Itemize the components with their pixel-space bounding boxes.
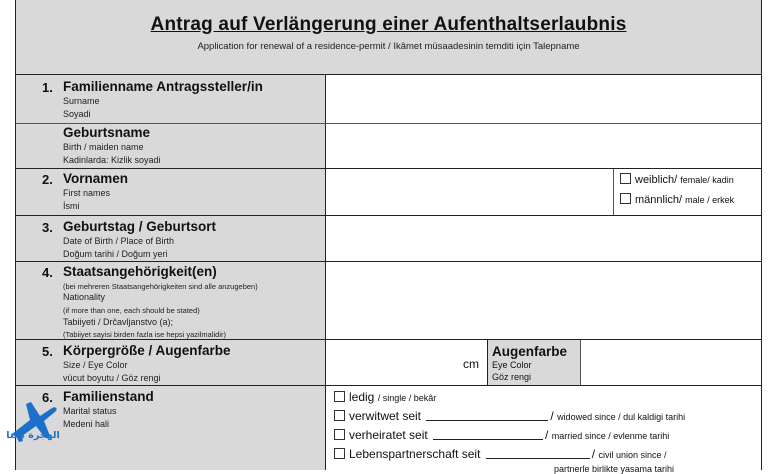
surname-label: Familienname Antragssteller/in [63, 79, 263, 94]
first-names-input[interactable] [327, 169, 613, 215]
eye-color-label: Augenfarbe [492, 344, 568, 359]
eye-color-label-tr: Göz rengi [492, 372, 532, 382]
nationality-note-de: (bei mehreren Staatsangehörigkeiten sind alle anzugeben) [63, 282, 258, 291]
row-number: 3. [42, 220, 53, 235]
single-label: ledig [349, 390, 375, 404]
civil-union-date-field[interactable] [486, 448, 590, 459]
row-number: 4. [42, 265, 53, 280]
married-checkbox[interactable] [334, 429, 345, 440]
marital-option-married[interactable] [334, 428, 669, 442]
eye-color-label-en: Eye Color [492, 360, 532, 370]
male-checkbox[interactable] [620, 193, 631, 204]
size-eye-label-en: Size / Eye Color [63, 360, 128, 370]
eye-color-input[interactable] [581, 340, 761, 385]
civil-union-translation-continued: partnerle birlikte yasama tarihi [554, 464, 675, 474]
female-label: weiblich/ [635, 174, 678, 186]
logo-text: الهجرة معنا [6, 430, 60, 441]
male-label: männlich/ [635, 194, 683, 206]
birth-name-input[interactable] [327, 124, 761, 168]
female-label-translation: female/ kadin [680, 175, 734, 185]
birth-date-place-label-en: Date of Birth / Place of Birth [63, 236, 175, 246]
marital-status-label-en: Marital status [63, 406, 117, 416]
surname-input[interactable] [327, 75, 761, 123]
birth-date-place-label-cell [16, 216, 326, 261]
first-names-label: Vornamen [63, 171, 129, 186]
row-number: 2. [42, 172, 53, 187]
separator: / [550, 409, 554, 423]
surname-label-tr: Soyadi [63, 109, 91, 119]
first-names-label-en: First names [63, 188, 111, 198]
birth-date-place-label-tr: Doğum tarihi / Doğum yeri [63, 249, 168, 259]
gender-female-option[interactable] [620, 173, 734, 186]
row-number: 5. [42, 344, 53, 359]
marital-option-civil-union[interactable] [334, 447, 667, 461]
surname-label-en: Surname [63, 96, 100, 106]
married-label-translation: married since / evlenme tarihi [551, 431, 670, 441]
size-unit: cm [463, 357, 479, 371]
birth-name-label-cell [16, 124, 326, 168]
first-names-label-cell [16, 169, 326, 215]
column-divider [613, 169, 614, 215]
married-date-field[interactable] [433, 429, 543, 440]
nationality-label-tr: Tabiiyeti / Drčavljanstvo (a); [63, 317, 174, 327]
form-title: Antrag auf Verlängerung einer Aufenthaltserlaubnis [150, 14, 627, 35]
civil-union-label: Lebenspartnerschaft seit [349, 447, 481, 461]
widowed-checkbox[interactable] [334, 410, 345, 421]
first-names-label-tr: İsmi [63, 201, 80, 211]
marital-status-label-cell [16, 386, 326, 470]
birth-name-label-en: Birth / maiden name [63, 142, 144, 152]
marital-status-label: Familienstand [63, 389, 154, 404]
married-label: verheiratet seit [349, 428, 428, 442]
birth-date-place-input[interactable] [327, 216, 761, 261]
separator: / [591, 447, 596, 461]
single-checkbox[interactable] [334, 391, 345, 402]
female-checkbox[interactable] [620, 173, 631, 184]
row-number: 6. [42, 390, 53, 405]
civil-union-label-translation: civil union since / [598, 450, 667, 460]
nationality-label: Staatsangehörigkeit(en) [63, 264, 217, 279]
single-label-translation: / single / bekâr [377, 393, 437, 403]
civil-union-checkbox[interactable] [334, 448, 345, 459]
widowed-label-translation: widowed since / dul kaldigi tarihi [557, 412, 686, 422]
airplane-icon [4, 390, 62, 450]
size-eye-label: Körpergröße / Augenfarbe [63, 343, 231, 358]
gender-male-option[interactable] [620, 193, 734, 206]
form-subtitle: Application for renewal of a residence-permit / Ikâmet müsaadesinin temditi için Talepname [197, 41, 580, 52]
size-eye-label-cell [16, 340, 326, 385]
widowed-date-field[interactable] [426, 410, 548, 421]
nationality-label-cell [16, 262, 326, 339]
surname-label-cell [16, 75, 326, 123]
male-label-translation: male / erkek [685, 195, 735, 205]
form-header [16, 0, 761, 75]
size-eye-label-tr: vücut boyutu / Göz rengi [63, 373, 161, 383]
marital-option-single[interactable] [334, 390, 436, 404]
nationality-note-en: (if more than one, each should be stated) [63, 306, 200, 315]
widowed-label: verwitwet seit [349, 409, 422, 423]
row-number: 1. [42, 80, 53, 95]
nationality-note-tr: (Tabiiyet sayisi birden fazla ise hepsi yazilmalidir) [63, 330, 226, 339]
separator: / [545, 428, 549, 442]
marital-option-widowed[interactable] [334, 409, 685, 423]
marital-status-label-tr: Medeni hali [63, 419, 110, 429]
nationality-input[interactable] [327, 262, 761, 339]
birth-name-label: Geburtsname [63, 125, 151, 140]
application-form [15, 0, 762, 474]
birth-date-place-label: Geburtstag / Geburtsort [63, 219, 217, 234]
eye-color-label-cell [487, 340, 581, 385]
nationality-label-en: Nationality [63, 292, 106, 302]
birth-name-label-tr: Kadinlarda: Kizlik soyadi [63, 155, 161, 165]
